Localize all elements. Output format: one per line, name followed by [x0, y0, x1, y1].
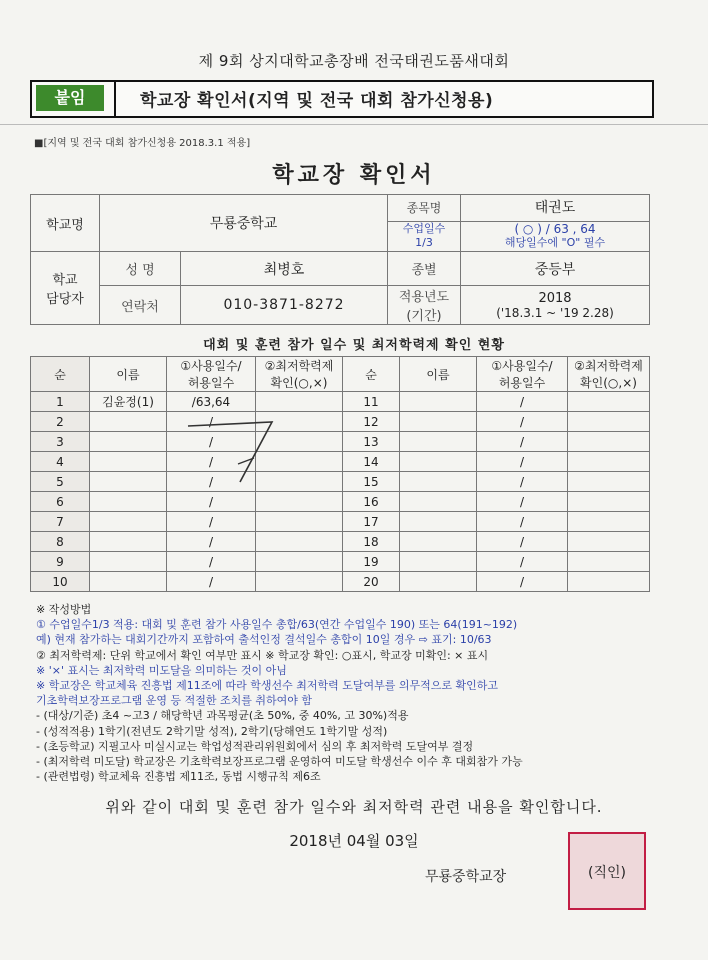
manager-label: 학교 담당자: [31, 252, 100, 325]
instructions-title: ※ 작성방법: [36, 603, 92, 616]
instruction-line: - (대상/기준) 초4 ~고3 / 해당학년 과목평균(초 50%, 중 40%, 고 30%)적용: [36, 709, 409, 723]
instruction-line: 기초학력보장프로그램 운영 등 적절한 조치를 취하여야 함: [36, 694, 313, 708]
row-number: 19: [343, 552, 400, 572]
category-label: 종별: [388, 252, 461, 286]
row-number: 14: [343, 452, 400, 472]
principal-name: 무룡중학교장: [425, 869, 507, 885]
grade-check: [568, 432, 650, 452]
days-used: /: [477, 452, 568, 472]
table-row: [31, 412, 650, 432]
grade-check: [256, 392, 343, 412]
grade-check: [568, 452, 650, 472]
year-label: 적용년도 (기간): [388, 286, 461, 325]
grade-check: [256, 552, 343, 572]
days-used: /: [167, 472, 256, 492]
section-subtitle: 대회 및 훈련 참가 일수 및 최저학력제 확인 현황: [203, 338, 505, 353]
student-name: [90, 552, 167, 572]
days-used: /: [167, 492, 256, 512]
grade-check: [568, 552, 650, 572]
student-name: [400, 532, 477, 552]
separator: [0, 124, 708, 125]
instruction-line: ① 수업일수1/3 적용: 대회 및 훈련 참가 사용일수 총합/63(연간 수업일수 190) 또는 64(191~192): [36, 618, 518, 632]
days-used: /: [477, 552, 568, 572]
school-value: 무룡중학교: [100, 195, 388, 252]
contact-label: 연락처: [100, 286, 181, 325]
row-number: 1: [31, 392, 90, 412]
row-number: 3: [31, 432, 90, 452]
year-value: 2018 ('18.3.1 ~ '19 2.28): [461, 286, 650, 325]
days-used: /: [167, 532, 256, 552]
issue-date: 2018년 04월 03일: [289, 832, 419, 850]
days-used: /: [167, 432, 256, 452]
row-number: 4: [31, 452, 90, 472]
participation-table: [30, 356, 650, 592]
row-number: 12: [343, 412, 400, 432]
days-used: /: [167, 552, 256, 572]
table-row: [31, 512, 650, 532]
grade-check: [256, 532, 343, 552]
row-number: 6: [31, 492, 90, 512]
instruction-line: - (최저학력 미도달) 학교장은 기초학력보장프로그램 운영하여 미도달 학생선수 이수 후 대회참가 가능: [36, 755, 523, 769]
days-used: /: [477, 392, 568, 412]
applicability-note: ■[지역 및 전국 대회 참가신청용 2018.3.1 적용]: [34, 138, 251, 149]
row-number: 9: [31, 552, 90, 572]
student-name: [90, 492, 167, 512]
table-row: [31, 552, 650, 572]
student-name: [400, 492, 477, 512]
table-header: 순 이름 ①사용일수/ 허용일수 ②최저학력제 확인(○,×) 순 이름 ①사용일수/ 허용일수 ②최저학력제 확인(○,×): [31, 357, 650, 392]
attachment-badge: 붙임: [36, 85, 104, 111]
student-name: [400, 452, 477, 472]
instruction-line: ※ '×' 표시는 최저학력 미도달을 의미하는 것이 아님: [36, 663, 287, 677]
row-number: 5: [31, 472, 90, 492]
days-used: /: [477, 472, 568, 492]
event-label: 종목명: [388, 195, 460, 222]
row-number: 17: [343, 512, 400, 532]
days-used: /: [167, 452, 256, 472]
instruction-line: ※ 학교장은 학교체육 진흥법 제11조에 따라 학생선수 최저학력 도달여부를 의무적으로 확인하고: [36, 679, 498, 693]
student-name: [400, 472, 477, 492]
grade-check: [568, 472, 650, 492]
row-number: 15: [343, 472, 400, 492]
student-name: [400, 392, 477, 412]
table-row: [31, 492, 650, 512]
days-value: ( ○ ) / 63 , 64: [514, 222, 596, 236]
student-name: [400, 572, 477, 592]
row-number: 13: [343, 432, 400, 452]
table-row: [31, 532, 650, 552]
grade-check: [568, 492, 650, 512]
student-name: [400, 512, 477, 532]
instruction-line: - (초등학교) 지필고사 미실시교는 학업성적관리위원회에서 심의 후 최저학력 도달여부 결정: [36, 739, 474, 753]
student-name: [90, 452, 167, 472]
days-used: /: [167, 572, 256, 592]
grade-check: [256, 512, 343, 532]
student-name: [90, 512, 167, 532]
instructions: [36, 602, 523, 784]
row-number: 18: [343, 532, 400, 552]
row-number: 11: [343, 392, 400, 412]
student-name: [400, 552, 477, 572]
days-used: /: [477, 492, 568, 512]
row-number: 2: [31, 412, 90, 432]
table-row: [31, 392, 650, 412]
days-used: /: [477, 412, 568, 432]
days-used: /: [477, 432, 568, 452]
header-title: 학교장 확인서(지역 및 전국 대회 참가신청용): [140, 91, 494, 111]
days-label: 수업일수 1/3: [402, 222, 446, 249]
student-name: 김윤정(1): [90, 392, 167, 412]
days-used: /: [167, 512, 256, 532]
grade-check: [256, 492, 343, 512]
student-name: [90, 572, 167, 592]
instruction-line: ② 최저학력제: 단위 학교에서 확인 여부만 표시 ※ 학교장 확인: ○표시, 학교장 미확인: × 표시: [36, 648, 489, 662]
days-used: /: [477, 532, 568, 552]
grade-check: [568, 512, 650, 532]
student-name: [400, 412, 477, 432]
row-number: 10: [31, 572, 90, 592]
grade-check: [568, 392, 650, 412]
student-name: [90, 412, 167, 432]
contact-value: 010-3871-8272: [181, 286, 388, 325]
confirmation-text: 위와 같이 대회 및 훈련 참가 일수와 최저학력 관련 내용을 확인합니다.: [105, 798, 603, 816]
days-used: /: [167, 412, 256, 432]
row-number: 20: [343, 572, 400, 592]
event-title: 제 9회 상지대학교총장배 전국태권도품새대회: [198, 52, 510, 70]
header-divider: [114, 80, 116, 118]
grade-check: [568, 412, 650, 432]
table-row: [31, 572, 650, 592]
student-name: [90, 472, 167, 492]
grade-check: [256, 572, 343, 592]
grade-check: [568, 532, 650, 552]
instruction-line: 예) 현재 참가하는 대회기간까지 포함하여 출석인정 결석일수 총합이 10일 경우 ⇨ 표기: 10/63: [36, 633, 492, 647]
seal-label: (직인): [588, 865, 626, 881]
name-value: 최병호: [181, 252, 388, 286]
days-used: /: [477, 512, 568, 532]
handwritten-scribble: [180, 412, 300, 484]
school-label: 학교명: [31, 195, 100, 252]
event-value: 태권도: [461, 195, 649, 222]
name-label: 성 명: [100, 252, 181, 286]
student-name: [90, 432, 167, 452]
instruction-line: - (성적적용) 1학기(전년도 2학기말 성적), 2학기(당해연도 1학기말 성적): [36, 724, 388, 738]
table-row: [31, 432, 650, 452]
row-number: 7: [31, 512, 90, 532]
category-value: 중등부: [461, 252, 650, 286]
row-number: 8: [31, 532, 90, 552]
row-number: 16: [343, 492, 400, 512]
days-used: /: [477, 572, 568, 592]
document-title: 학교장 확인서: [272, 163, 436, 188]
grade-check: [568, 572, 650, 592]
info-table: [30, 194, 650, 325]
student-name: [400, 432, 477, 452]
student-name: [90, 532, 167, 552]
days-used: /63,64: [167, 392, 256, 412]
instruction-line: - (관련법령) 학교체육 진흥법 제11조, 동법 시행규칙 제6조: [36, 770, 321, 784]
table-row: [31, 452, 650, 472]
table-row: [31, 472, 650, 492]
days-hint: 해당일수에 "O" 필수: [504, 236, 606, 249]
